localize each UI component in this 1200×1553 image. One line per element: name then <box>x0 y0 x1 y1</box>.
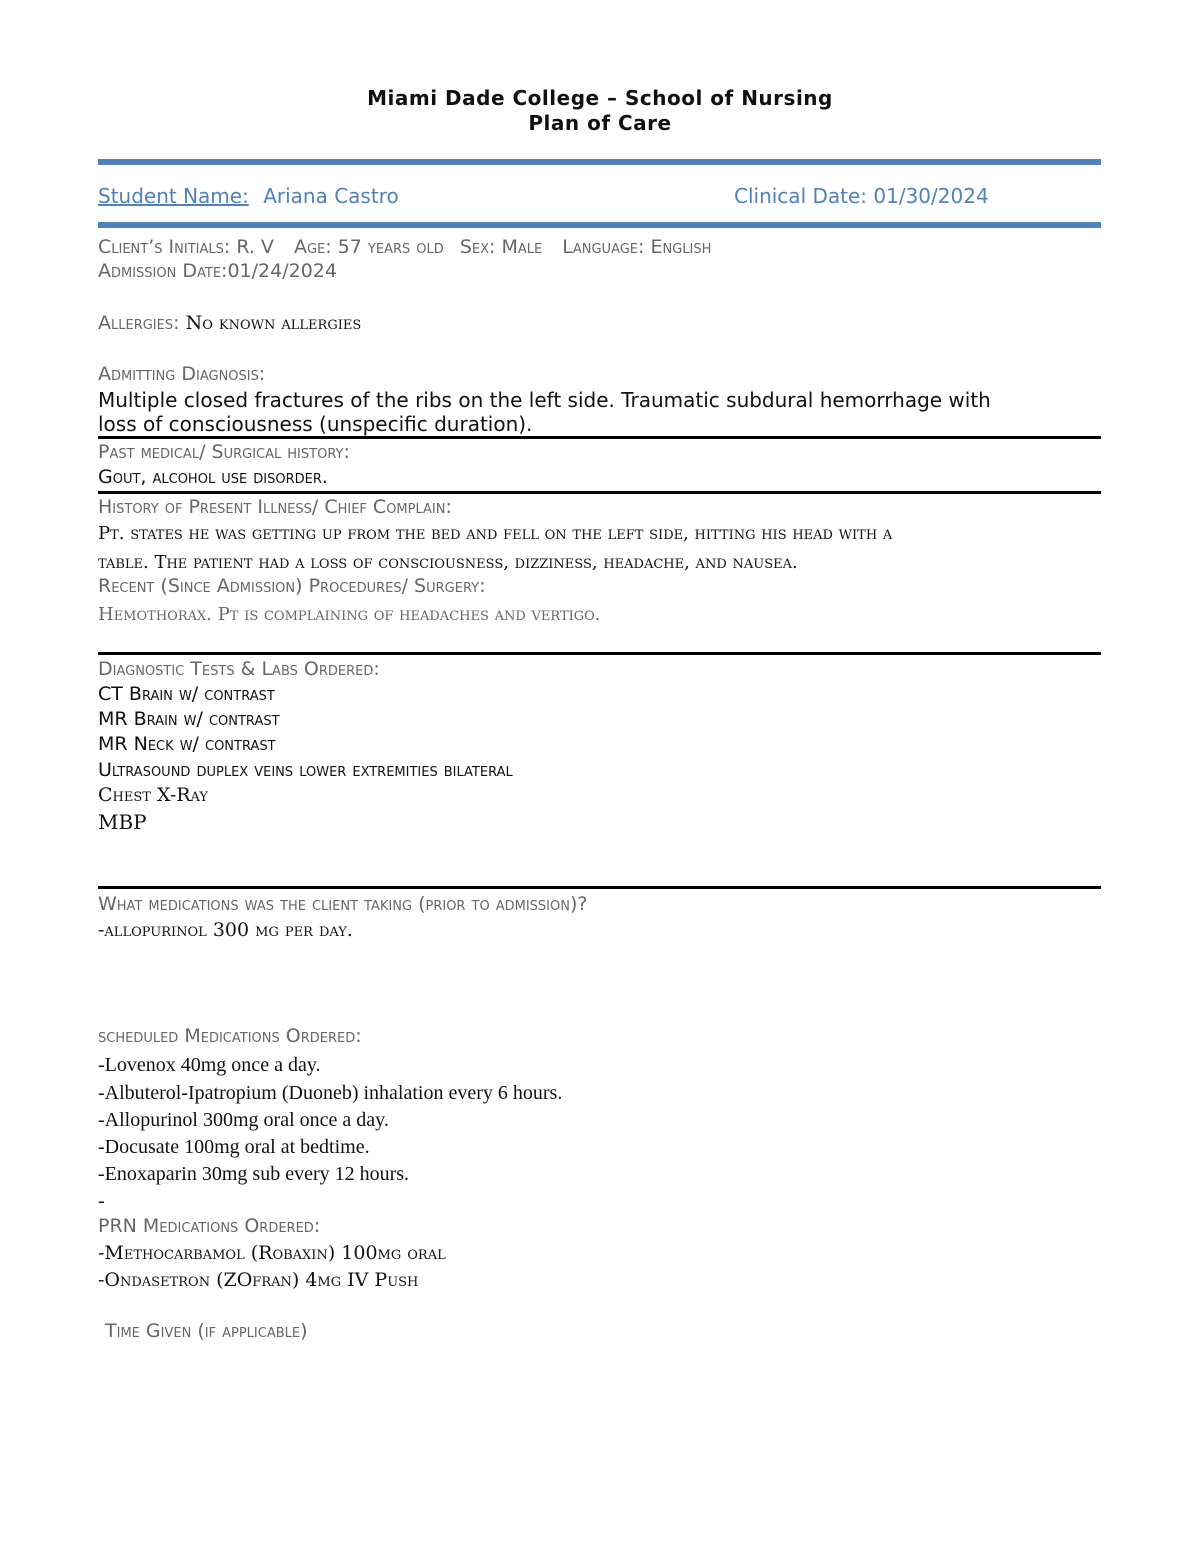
sex-value: Male <box>501 236 543 258</box>
divider-present-illness <box>98 491 1101 494</box>
language-label: Language: <box>562 236 645 258</box>
present-illness-label: History of Present Illness/ Chief Complain: <box>98 496 452 518</box>
time-given-label: Time Given (if applicable) <box>105 1320 308 1342</box>
recent-procedures-value: Hemothorax. Pt is complaining of headaches and vertigo. <box>98 604 601 625</box>
document-title: Plan of Care <box>528 111 672 135</box>
diagnostic-test-item: Ultrasound duplex veins lower extremities bilateral <box>98 759 513 781</box>
diagnostic-test-item: Chest X-Ray <box>98 784 208 806</box>
allergies-row <box>98 312 361 334</box>
present-illness-line-1: Pt. states he was getting up from the bed and fell on the left side, hitting his head with a <box>98 523 893 544</box>
scheduled-medications-label: scheduled Medications Ordered: <box>98 1025 362 1047</box>
present-illness-line-2: table. The patient had a loss of consciousness, dizziness, headache, and nausea. <box>98 552 798 573</box>
recent-procedures-label: Recent (Since Admission) Procedures/ Surgery: <box>98 575 486 597</box>
second-blue-divider <box>98 222 1101 228</box>
past-history-value: Gout, alcohol use disorder. <box>98 466 328 488</box>
initials-value: R. V <box>236 236 274 258</box>
scheduled-medication-item: -Docusate 100mg oral at bedtime. <box>98 1136 370 1158</box>
top-blue-divider <box>98 159 1101 165</box>
divider-home-medications <box>98 886 1101 889</box>
prn-medication-item: -Methocarbamol (Robaxin) 100mg oral <box>98 1242 446 1264</box>
clinical-date-label: Clinical Date: <box>734 184 868 208</box>
scheduled-medication-item: -Lovenox 40mg once a day. <box>98 1054 321 1076</box>
admission-date-row <box>98 260 337 282</box>
scheduled-medication-item: - <box>98 1190 105 1212</box>
divider-past-history <box>98 436 1101 439</box>
home-medications-label: What medications was the client taking (prior to admission)? <box>98 893 588 915</box>
client-info-row <box>98 236 711 258</box>
prn-medications-label: PRN Medications Ordered: <box>98 1215 321 1237</box>
prn-medication-item: -Ondasetron (ZOfran) 4mg IV Push <box>98 1269 419 1291</box>
language-value: English <box>650 236 712 258</box>
admission-date-value: 01/24/2024 <box>227 260 337 282</box>
clinical-date-row <box>734 184 989 208</box>
student-name-value: Ariana Castro <box>263 184 399 208</box>
diagnostic-test-item: MR Brain w/ contrast <box>98 708 280 730</box>
diagnostic-test-item: MBP <box>98 810 147 834</box>
divider-diagnostic-tests <box>98 652 1101 655</box>
sex-label: Sex: <box>459 236 496 258</box>
diagnostic-tests-label: Diagnostic Tests & Labs Ordered: <box>98 658 380 680</box>
age-label: Age: <box>293 236 332 258</box>
clinical-date-value: 01/30/2024 <box>873 184 989 208</box>
scheduled-medication-item: -Albuterol-Ipatropium (Duoneb) inhalation every 6 hours. <box>98 1082 563 1104</box>
student-name-row <box>98 184 399 208</box>
allergies-label: Allergies: <box>98 312 180 334</box>
diagnostic-test-item: CT Brain w/ contrast <box>98 683 275 705</box>
diagnostic-test-item: MR Neck w/ contrast <box>98 733 276 755</box>
age-value: 57 years old <box>337 236 444 258</box>
admitting-diagnosis-label: Admitting Diagnosis: <box>98 363 266 385</box>
scheduled-medication-item: -Allopurinol 300mg oral once a day. <box>98 1109 389 1131</box>
past-history-label: Past medical/ Surgical history: <box>98 441 350 463</box>
admitting-diagnosis-line-2: loss of consciousness (unspecific duration). <box>98 412 533 436</box>
scheduled-medication-item: -Enoxaparin 30mg sub every 12 hours. <box>98 1163 410 1185</box>
home-medications-value: -allopurinol 300 mg per day. <box>98 919 353 941</box>
student-name-label: Student Name: <box>98 184 249 208</box>
allergies-value: No known allergies <box>185 312 362 334</box>
initials-label: Client’s Initials: <box>98 236 231 258</box>
admitting-diagnosis-line-1: Multiple closed fractures of the ribs on the left side. Traumatic subdural hemorrhage with <box>98 388 991 412</box>
admission-date-label: Admission Date: <box>98 260 228 282</box>
college-title: Miami Dade College – School of Nursing <box>367 86 833 110</box>
